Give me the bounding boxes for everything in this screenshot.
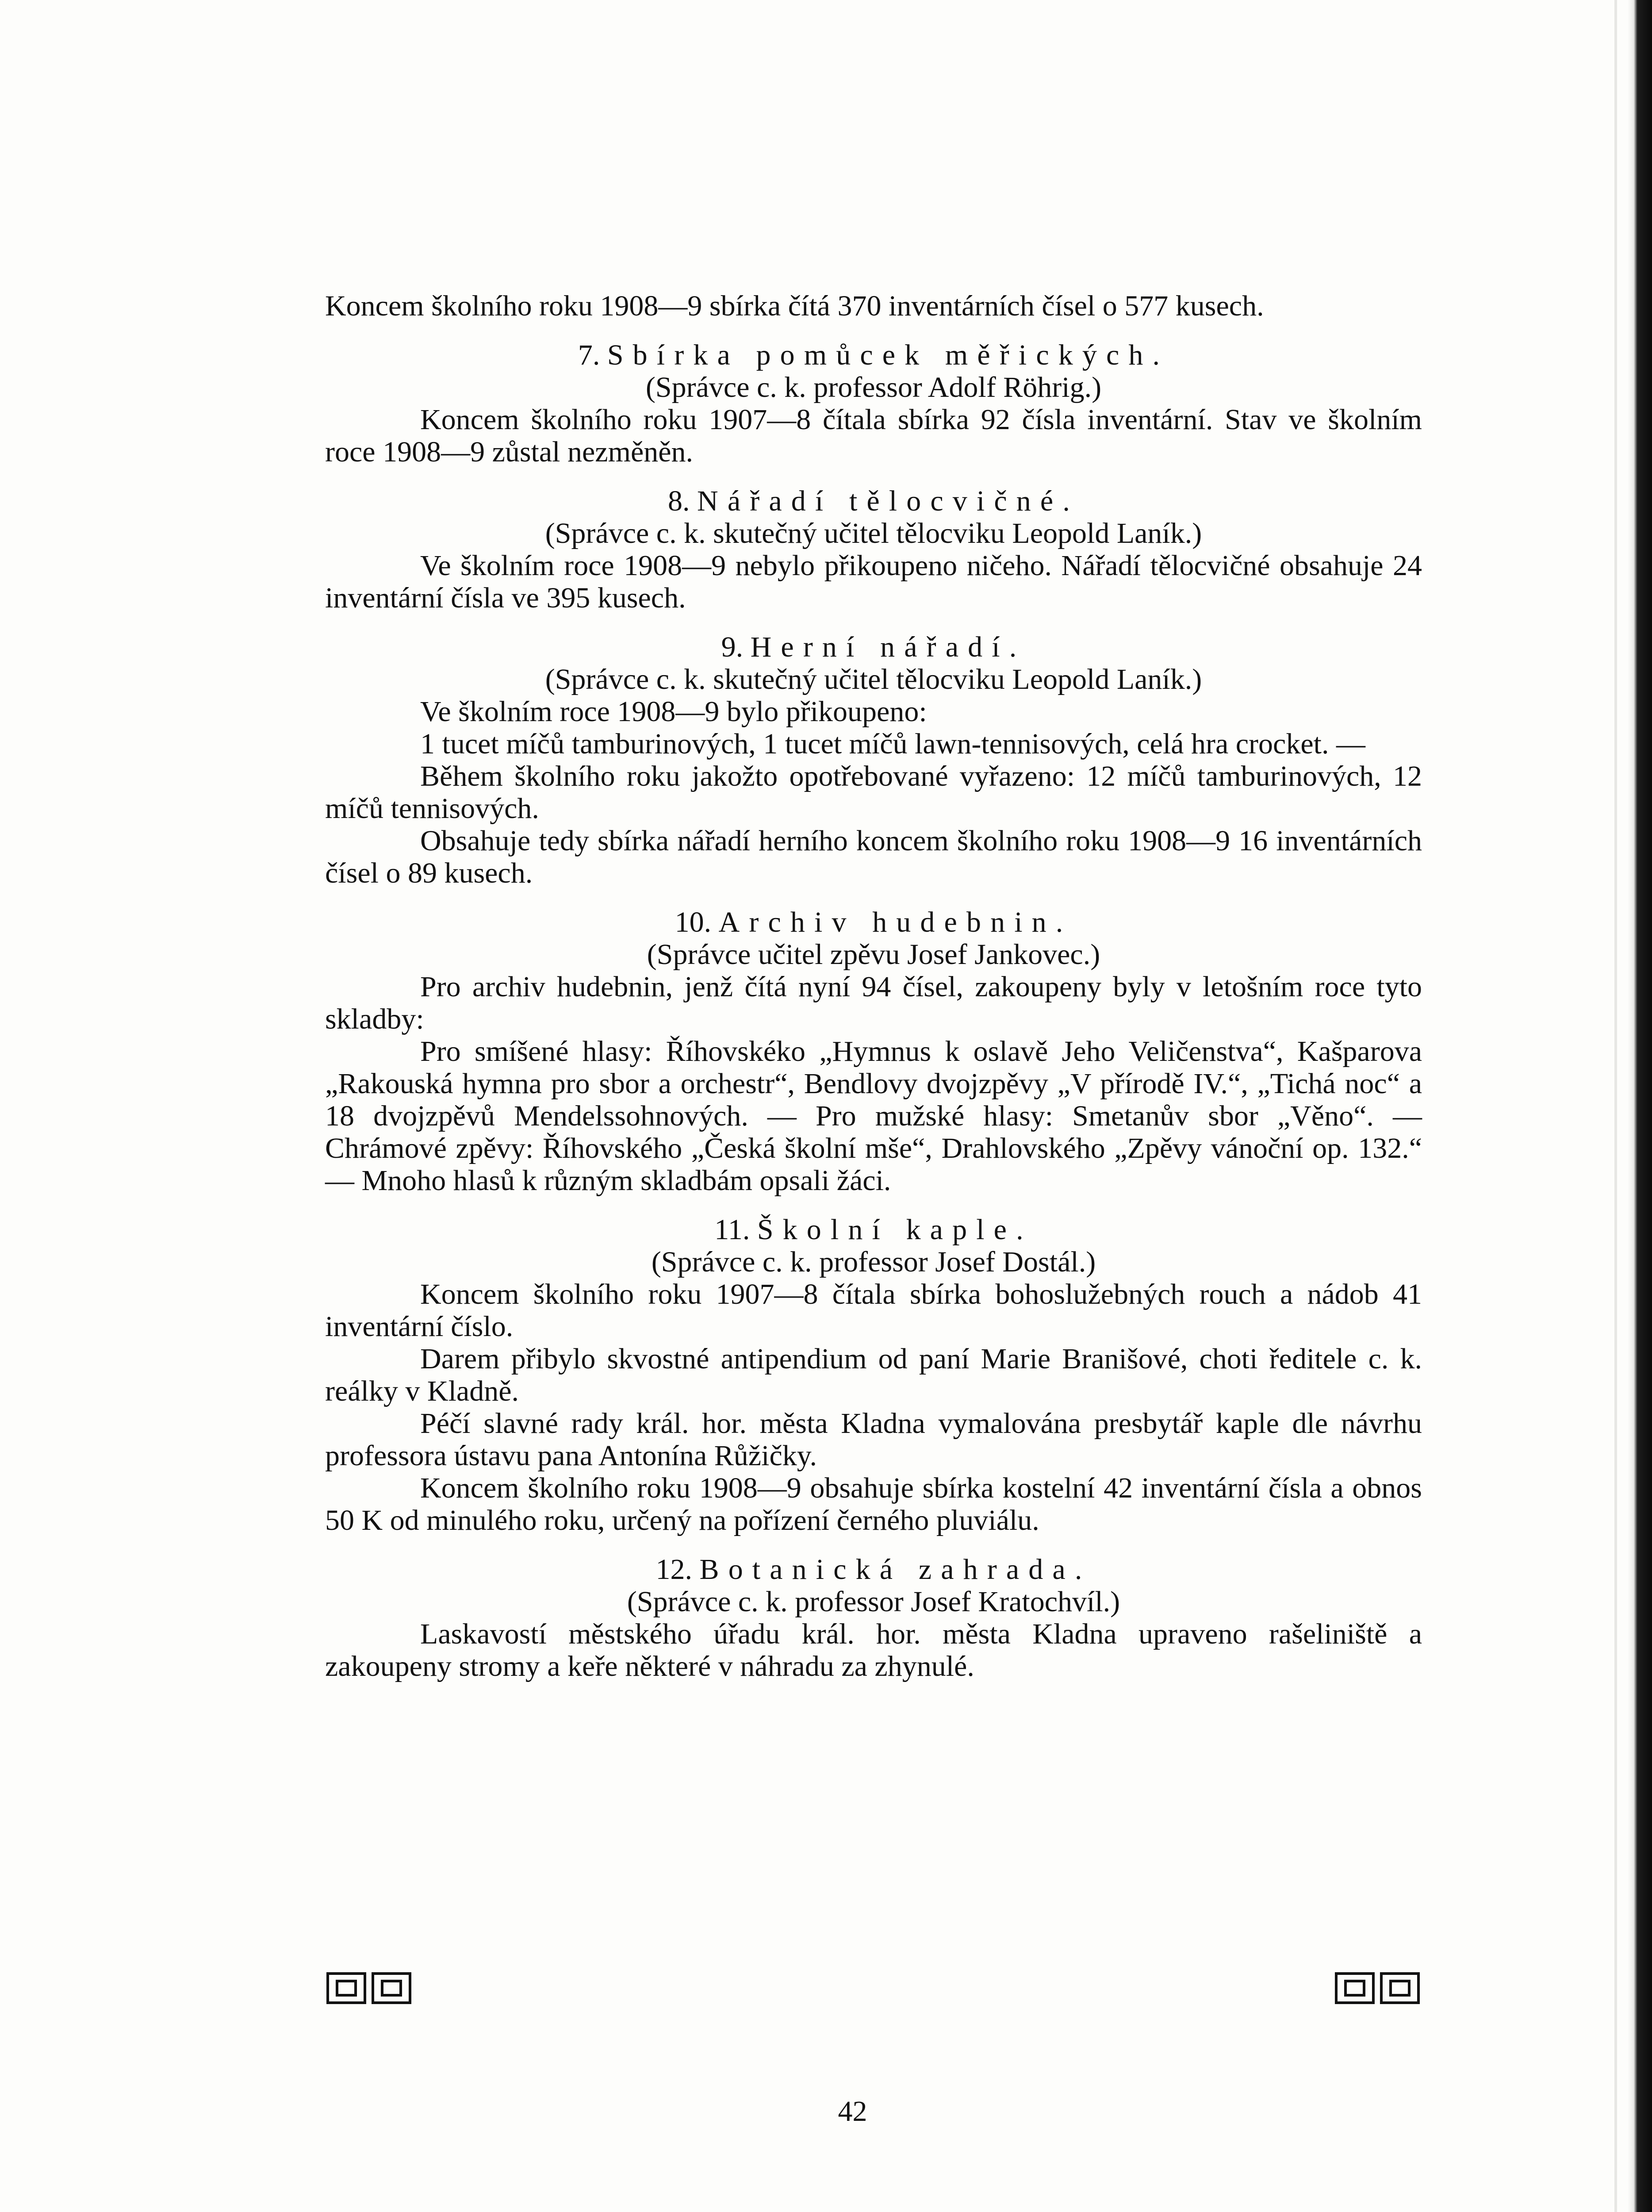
- section-title: Sbírka pomůcek měřických.: [607, 339, 1169, 371]
- section-subtitle: (Správce c. k. skutečný učitel tělocviku Leopold Laník.): [545, 517, 1202, 549]
- section-number: 10.: [675, 906, 712, 938]
- ornament-left-icon: [326, 1972, 411, 2004]
- section-title: Školní kaple.: [757, 1214, 1033, 1246]
- section-heading: [325, 906, 1422, 938]
- section-paragraph: Ve školním roce 1908—9 nebylo přikoupeno ničeho. Nářadí tělocvičné obsahuje 24 inventární čísla ve 395 kusech.: [325, 549, 1422, 614]
- ornament-right-icon: [1335, 1972, 1420, 2004]
- section-paragraph: Obsahuje tedy sbírka nářadí herního koncem školního roku 1908—9 16 inventárních čísel o 89 kusech.: [325, 825, 1422, 889]
- section-heading: [325, 485, 1422, 517]
- section-heading: [325, 631, 1422, 663]
- section-paragraph: Péčí slavné rady král. hor. města Kladna vymalována presbytář kaple dle návrhu professora ústavu pana Antonína Růžičky.: [325, 1407, 1422, 1472]
- section-number: 11.: [714, 1214, 750, 1246]
- section-heading: [325, 1214, 1422, 1246]
- section-title: Archiv hudebnin.: [718, 906, 1073, 938]
- page-body: [325, 290, 1422, 1682]
- section-paragraph: Koncem školního roku 1907—8 čítala sbírka 92 čísla inventární. Stav ve školním roce 1908—9 zůstal nezměněn.: [325, 403, 1422, 468]
- section-heading: [325, 339, 1422, 371]
- section-title: Botanická zahrada.: [699, 1553, 1092, 1586]
- section-subtitle: (Správce c. k. professor Josef Kratochvíl.): [627, 1586, 1120, 1618]
- intro-paragraph: Koncem školního roku 1908—9 sbírka čítá 370 inventárních čísel o 577 kusech.: [325, 290, 1264, 322]
- page-binding-edge: [1628, 0, 1652, 2212]
- section-heading: [325, 1553, 1422, 1586]
- section-paragraph: Pro smíšené hlasy: Říhovskéko „Hymnus k oslavě Jeho Veličenstva“, Kašparova „Rakouská hymna pro sbor a orchestr“, Bendlovy dvojzpěvy „V přírodě IV.“, „Tichá noc“ a 18 dvojzpěvů Mendelssohnových. — Pro mužské hlasy: Smetanův sbor „Věno“. — Chrámové zpěvy: Říhovského „Česká školní mše“, Drahlovského „Zpěvy vánoční op. 132.“ — Mnoho hlasů k různým skladbám opsali žáci.: [325, 1035, 1422, 1197]
- section-paragraph: 1 tucet míčů tamburinových, 1 tucet míčů lawn-tennisových, celá hra crocket. —: [420, 728, 1365, 760]
- page-number: 42: [838, 2095, 867, 2128]
- section-paragraph: Pro archiv hudebnin, jenž čítá nyní 94 čísel, zakoupeny byly v letošním roce tyto skladby:: [325, 971, 1422, 1035]
- section-title: Nářadí tělocvičné.: [697, 485, 1079, 517]
- section-number: 8.: [668, 485, 690, 517]
- section-number: 12.: [655, 1553, 693, 1586]
- section-number: 7.: [578, 339, 600, 371]
- section-paragraph: Koncem školního roku 1908—9 obsahuje sbírka kostelní 42 inventární čísla a obnos 50 K od minulého roku, určený na pořízení černého pluviálu.: [325, 1472, 1422, 1536]
- section-subtitle: (Správce c. k. professor Adolf Röhrig.): [645, 371, 1102, 403]
- page-edge-shadow: [1614, 0, 1617, 2212]
- section-paragraph: Darem přibylo skvostné antipendium od paní Marie Branišové, choti ředitele c. k. reálky v Kladně.: [325, 1343, 1422, 1407]
- section-subtitle: (Správce c. k. skutečný učitel tělocviku Leopold Laník.): [545, 663, 1202, 695]
- section-number: 9.: [721, 631, 744, 663]
- section-subtitle: (Správce c. k. professor Josef Dostál.): [651, 1246, 1096, 1278]
- section-title: Herní nářadí.: [750, 631, 1026, 663]
- section-paragraph: Během školního roku jakožto opotřebované vyřazeno: 12 míčů tamburinových, 12 míčů tennisových.: [325, 760, 1422, 825]
- section-subtitle: (Správce učitel zpěvu Josef Jankovec.): [647, 938, 1100, 971]
- section-paragraph: Ve školním roce 1908—9 bylo přikoupeno:: [420, 695, 927, 728]
- section-paragraph: Laskavostí městského úřadu král. hor. města Kladna upraveno rašeliniště a zakoupeny stromy a keře některé v náhradu za zhynulé.: [325, 1618, 1422, 1682]
- section-paragraph: Koncem školního roku 1907—8 čítala sbírka bohoslužebných rouch a nádob 41 inventární číslo.: [325, 1278, 1422, 1343]
